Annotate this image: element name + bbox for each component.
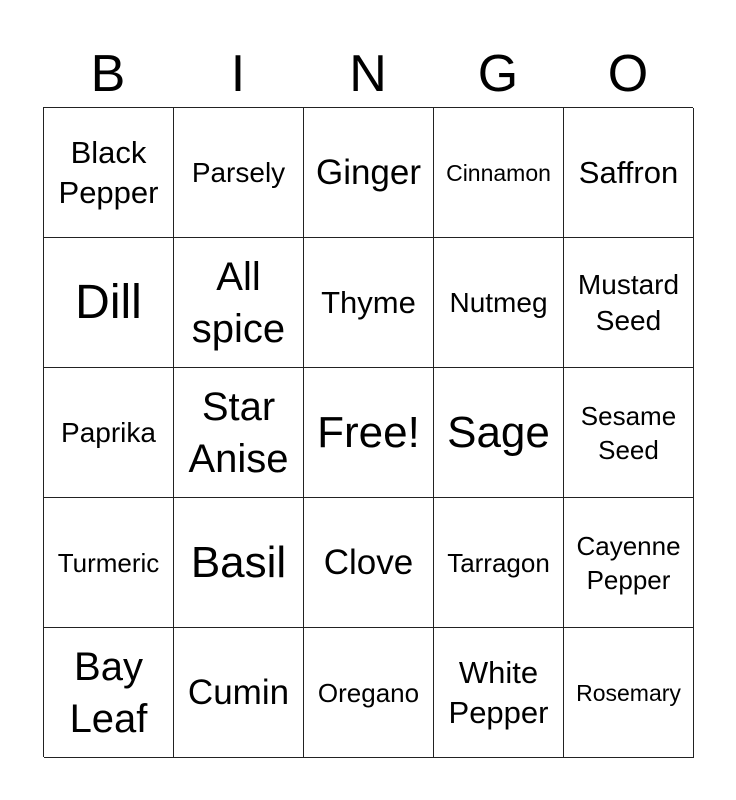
bingo-cell[interactable] — [44, 368, 174, 498]
bingo-cell[interactable] — [304, 628, 434, 758]
cell-label: Sage — [447, 407, 550, 457]
cell-label: Thyme — [321, 284, 416, 320]
cell-label: Turmeric — [57, 547, 160, 578]
cell-label: Cayenne Pepper — [576, 530, 681, 595]
bingo-cell[interactable] — [304, 498, 434, 628]
cell-label: Mustard Seed — [577, 268, 680, 336]
bingo-cell[interactable] — [434, 628, 564, 758]
cell-label: Oregano — [317, 677, 420, 708]
cell-label: Paprika — [61, 416, 156, 448]
header-letter-g: G — [477, 45, 519, 103]
bingo-cell[interactable] — [434, 108, 564, 238]
bingo-cell[interactable] — [44, 498, 174, 628]
cell-label: Saffron — [578, 154, 679, 190]
cell-label: White Pepper — [448, 654, 549, 730]
cell-label: Cumin — [187, 672, 290, 712]
cell-label: Dill — [75, 275, 142, 329]
header-letter-i: I — [230, 45, 246, 103]
bingo-cell[interactable] — [564, 498, 694, 628]
bingo-cell[interactable] — [44, 108, 174, 238]
cell-label: Black Pepper — [58, 134, 159, 210]
bingo-cell[interactable] — [174, 498, 304, 628]
bingo-cell[interactable] — [174, 238, 304, 368]
header-letter-b: B — [90, 45, 126, 103]
bingo-cell[interactable] — [44, 628, 174, 758]
bingo-board — [43, 107, 693, 757]
cell-label: All spice — [191, 254, 286, 351]
cell-label: Tarragon — [447, 547, 550, 578]
bingo-cell[interactable] — [564, 108, 694, 238]
cell-label: Parsely — [191, 156, 286, 188]
bingo-cell[interactable] — [434, 368, 564, 498]
bingo-cell[interactable] — [174, 628, 304, 758]
bingo-cell[interactable] — [564, 238, 694, 368]
free-space-cell[interactable] — [304, 368, 434, 498]
cell-label: Cinnamon — [446, 159, 551, 186]
bingo-cell[interactable] — [434, 238, 564, 368]
bingo-cell[interactable] — [564, 628, 694, 758]
cell-label: Ginger — [315, 152, 422, 192]
bingo-cell[interactable] — [174, 108, 304, 238]
cell-label: Free! — [317, 407, 420, 457]
bingo-cell[interactable] — [564, 368, 694, 498]
bingo-cell[interactable] — [304, 238, 434, 368]
header-letter-o: O — [607, 45, 649, 103]
bingo-cell[interactable] — [304, 108, 434, 238]
cell-label: Sesame Seed — [580, 400, 677, 465]
bingo-header — [43, 40, 693, 108]
bingo-cell[interactable] — [44, 238, 174, 368]
header-letter-n: N — [349, 45, 387, 103]
bingo-cell[interactable] — [434, 498, 564, 628]
cell-label: Nutmeg — [449, 286, 548, 318]
cell-label: Rosemary — [576, 679, 681, 706]
cell-label: Bay Leaf — [69, 644, 148, 741]
cell-label: Star Anise — [188, 384, 289, 481]
cell-label: Clove — [323, 542, 414, 582]
cell-label: Basil — [190, 537, 287, 587]
bingo-cell[interactable] — [174, 368, 304, 498]
